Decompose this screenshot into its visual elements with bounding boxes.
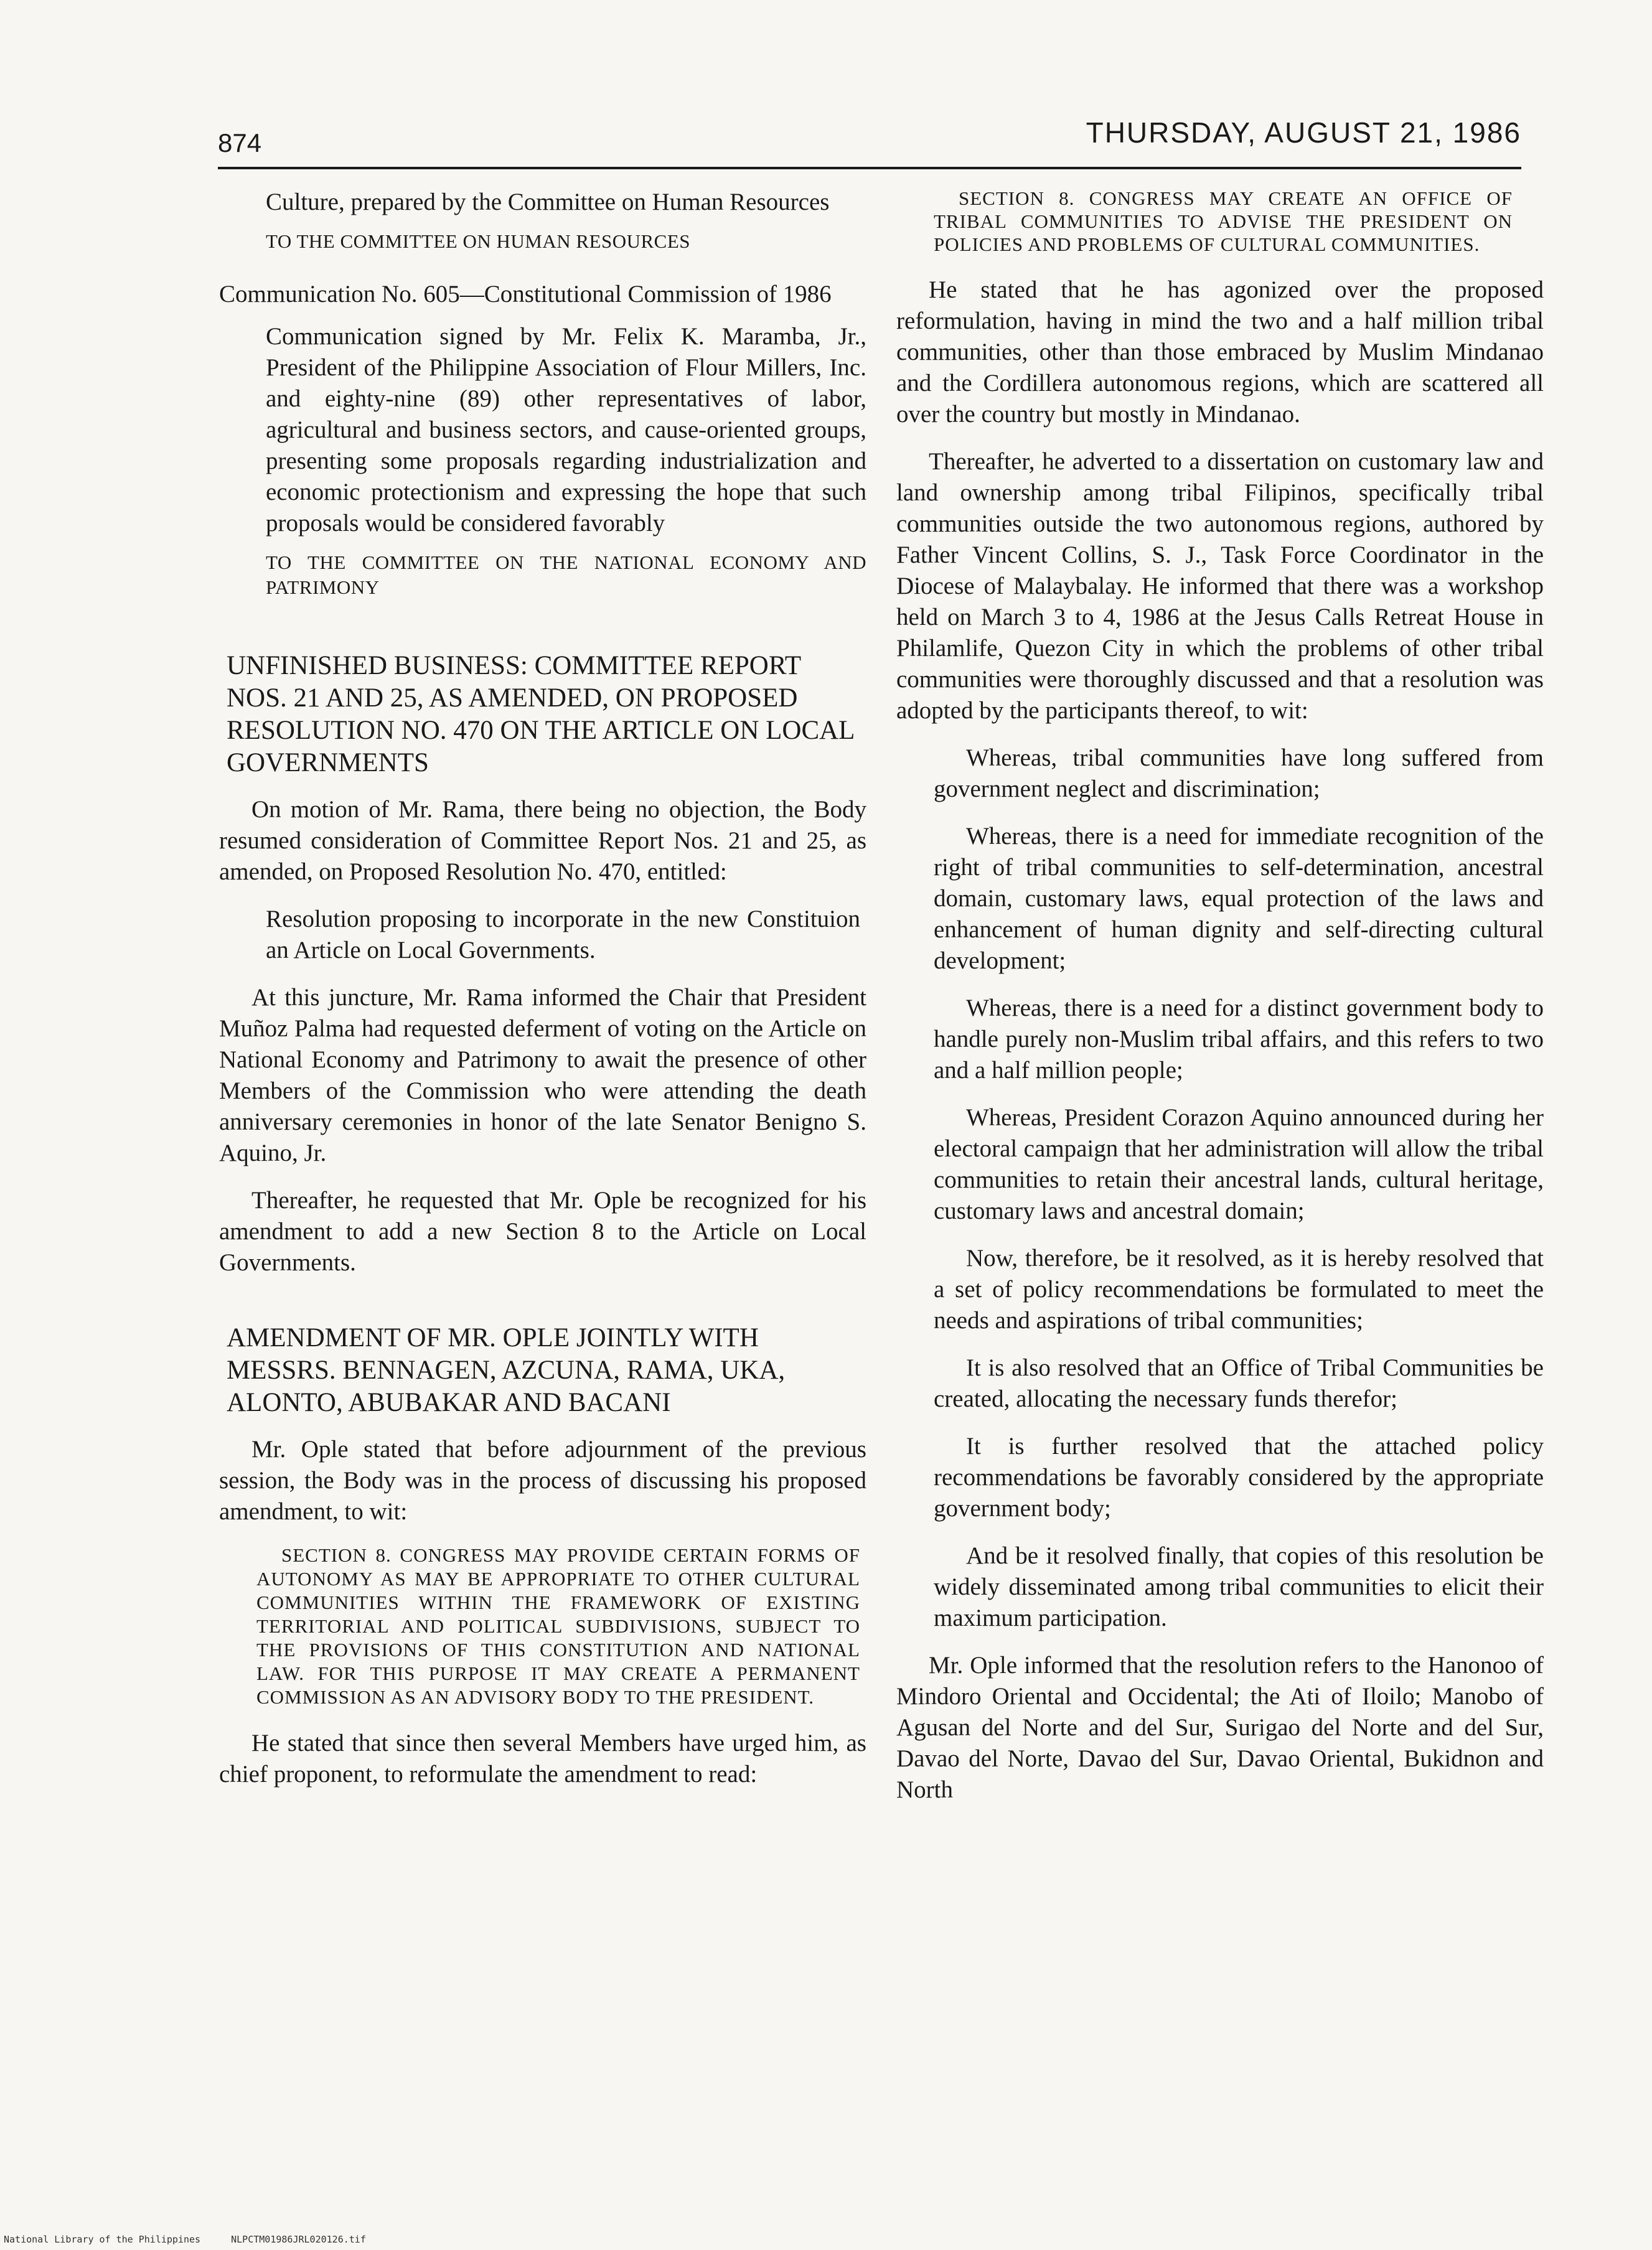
footer-file: NLPCTM01986JRL020126.tif	[231, 2234, 366, 2245]
resolution-clause: Whereas, there is a need for immediate recognition of the right of tribal communities to self-determination, ancestral domain, customary laws, equal protection of the laws and enhancement of human dignity and self-directing cultural development;	[934, 823, 1544, 974]
paragraph: Thereafter, he adverted to a dissertation on customary law and land ownership among tribal Filipinos, specifically tribal communities outside the two autonomous regions, authored by Father Vincent Collins, S. J., Task Force Coordinator in the Diocese of Malaybalay. He informed that there was a workshop held on March 3 to 4, 1986 at the Jesus Calls Retreat House in Philamlife, Quezon City in which the problems of other tribal communities were thoroughly discussed and that a resolution was adopted by the participants thereof, to wit:	[896, 448, 1544, 724]
resolution-clause: Whereas, President Corazon Aquino announced during her electoral campaign that her administration will allow the tribal communities to retain their ancestral lands, cultural heritage, customary laws and ancestral domain;	[934, 1104, 1544, 1224]
quoted-title: Resolution proposing to incorporate in the new Constituion an Article on Local Governments.	[266, 906, 860, 963]
paragraph: He stated that he has agonized over the proposed reformulation, having in mind the two and a half million tribal communities, other than those embraced by Muslim Mindanao and the Cordillera autonomous regions, which are scattered all over the country but mostly in Mindanao.	[896, 276, 1544, 428]
header-date: THURSDAY, AUGUST 21, 1986	[1086, 116, 1521, 149]
communication-title: Communication No. 605—Constitutional Commission of 1986	[219, 281, 832, 307]
resolution-clause: Whereas, there is a need for a distinct government body to handle purely non-Muslim tribal affairs, and this refers to two and a half million people;	[934, 995, 1544, 1084]
section-heading: UNFINISHED BUSINESS: COMMITTEE REPORT NOS. 21 AND 25, AS AMENDED, ON PROPOSED RESOLUTION NO. 470 ON THE ARTICLE ON LOCAL GOVERNMENTS	[227, 651, 854, 777]
paragraph: On motion of Mr. Rama, there being no objection, the Body resumed consideration of Committee Report Nos. 21 and 25, as amended, on Proposed Resolution No. 470, entitled:	[219, 796, 866, 885]
paragraph: At this juncture, Mr. Rama informed the Chair that President Muñoz Palma had requested deferment of voting on the Article on National Economy and Patrimony to await the presence of other Members of the Commission who were attending the death anniversary ceremonies in honor of the late Senator Benigno S. Aquino, Jr.	[219, 984, 866, 1166]
resolution-clause: It is further resolved that the attached policy recommendations be favorably considered by the appropriate government body;	[934, 1433, 1544, 1522]
communication-body: Communication signed by Mr. Felix K. Maramba, Jr., President of the Philippine Association of Flour Millers, Inc. and eighty-nine (89) other representatives of labor, agricultural and business sectors, and cause-oriented groups, presenting some proposals regarding industrialization and economic protectionism and expressing the hope that such proposals would be considered favorably	[266, 323, 866, 537]
page-number: 874	[218, 128, 262, 157]
left-column	[219, 187, 866, 1806]
right-column	[896, 187, 1544, 1822]
referral-note: TO THE COMMITTEE ON HUMAN RESOURCES	[266, 230, 691, 252]
header-rule	[218, 167, 1521, 169]
quoted-section: SECTION 8. CONGRESS MAY CREATE AN OFFICE OF TRIBAL COMMUNITIES TO ADVISE THE PRESIDENT ON POLICIES AND PROBLEMS OF CULTURAL COMMUNITIES.	[934, 187, 1513, 255]
quoted-section: SECTION 8. CONGRESS MAY PROVIDE CERTAIN FORMS OF AUTONOMY AS MAY BE APPROPRIATE TO OTHER CULTURAL COMMUNITIES WITHIN THE FRAMEWORK OF EXISTING TERRITORIAL AND POLITICAL SUBDIVISIONS, SUBJECT TO THE PROVISIONS OF THIS CONSTITUTION AND NATIONAL LAW. FOR THIS PURPOSE IT MAY CREATE A PERMANENT COMMISSION AS AN ADVISORY BODY TO THE PRESIDENT.	[256, 1544, 860, 1708]
scan-footer	[4, 2234, 391, 2245]
section-heading: AMENDMENT OF MR. OPLE JOINTLY WITH MESSRS. BENNAGEN, AZCUNA, RAMA, UKA, ALONTO, ABUBAKAR AND BACANI	[227, 1323, 786, 1417]
footer-library: National Library of the Philippines	[4, 2234, 201, 2245]
resolution-clause: And be it resolved finally, that copies of this resolution be widely disseminated among tribal communities to elicit their maximum participation.	[934, 1542, 1544, 1631]
paragraph: Mr. Ople stated that before adjournment of the previous session, the Body was in the process of discussing his proposed amendment, to wit:	[219, 1436, 866, 1525]
paragraph: Thereafter, he requested that Mr. Ople be recognized for his amendment to add a new Section 8 to the Article on Local Governments.	[219, 1187, 866, 1276]
resolution-clause: It is also resolved that an Office of Tribal Communities be created, allocating the necessary funds therefor;	[934, 1354, 1544, 1412]
paragraph: Mr. Ople informed that the resolution refers to the Hanonoo of Mindoro Oriental and Occidental; the Ati of Iloilo; Manobo of Agusan del Norte and del Sur, Surigao del Norte and del Sur, Davao del Norte, Davao del Sur, Davao Oriental, Bukidnon and North	[896, 1652, 1544, 1803]
resolution-clause: Now, therefore, be it resolved, as it is hereby resolved that a set of policy recommendations be formulated to meet the needs and aspirations of tribal communities;	[934, 1245, 1544, 1334]
referral-note: TO THE COMMITTEE ON THE NATIONAL ECONOMY AND PATRIMONY	[266, 551, 866, 598]
resolution-clause: Whereas, tribal communities have long suffered from government neglect and discrimination;	[934, 744, 1544, 802]
paragraph: He stated that since then several Members have urged him, as chief proponent, to reformulate the amendment to read:	[219, 1730, 866, 1788]
continued-paragraph: Culture, prepared by the Committee on Human Resources	[266, 189, 830, 215]
